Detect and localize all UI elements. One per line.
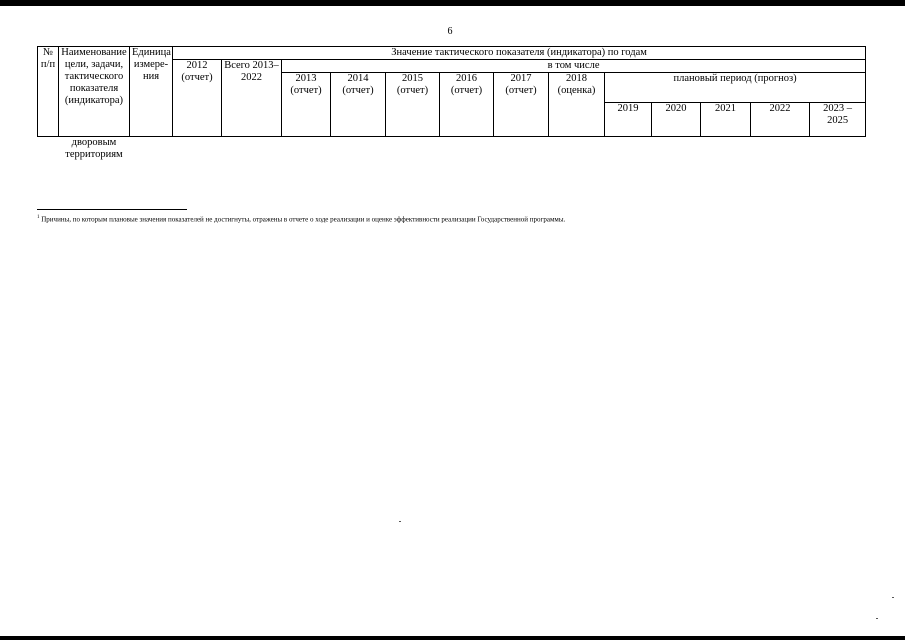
col-header-2023-2025: 2023 – 2025: [810, 103, 866, 137]
continuation-text: дворовым территориям: [65, 137, 123, 160]
footnote-text: Причины, по которым плановые значения показателей не достигнуты, отражены в отчете о ходе реализации и оценке эффективности реализации Государственной программы.: [41, 215, 566, 224]
scan-speck: [876, 618, 878, 619]
col-header-unit: Единица измере-ния: [130, 47, 173, 137]
indicators-table: [37, 46, 866, 137]
scan-speck: [399, 521, 401, 522]
including-header: в том числе: [282, 60, 866, 73]
col-header-2019: 2019: [605, 103, 652, 137]
footnote: [37, 213, 565, 224]
col-header-2022: 2022: [751, 103, 810, 137]
col-header-total: Всего 2013–2022: [222, 60, 282, 137]
plan-period-header: плановый период (прогноз): [605, 73, 866, 103]
col-header-2017: 2017 (отчет): [494, 73, 549, 137]
footnote-mark: 1: [37, 215, 40, 220]
col-header-2020: 2020: [652, 103, 701, 137]
page-number: 6: [447, 26, 453, 37]
col-header-2018: 2018 (оценка): [549, 73, 605, 137]
bottom-border: [0, 636, 905, 640]
col-header-2012: 2012 (отчет): [173, 60, 222, 137]
col-header-2014: 2014 (отчет): [331, 73, 386, 137]
top-border: [0, 0, 905, 6]
col-header-2013: 2013 (отчет): [282, 73, 331, 137]
scan-speck: [892, 597, 894, 598]
col-header-2021: 2021: [701, 103, 751, 137]
footnote-divider: [37, 209, 187, 210]
values-header: Значение тактического показателя (индикатора) по годам: [173, 47, 866, 60]
col-header-number: № п/п: [38, 47, 59, 137]
col-header-name: Наименование цели, задачи, тактического показателя (индикатора): [59, 47, 130, 137]
col-header-2016: 2016 (отчет): [440, 73, 494, 137]
col-header-2015: 2015 (отчет): [386, 73, 440, 137]
